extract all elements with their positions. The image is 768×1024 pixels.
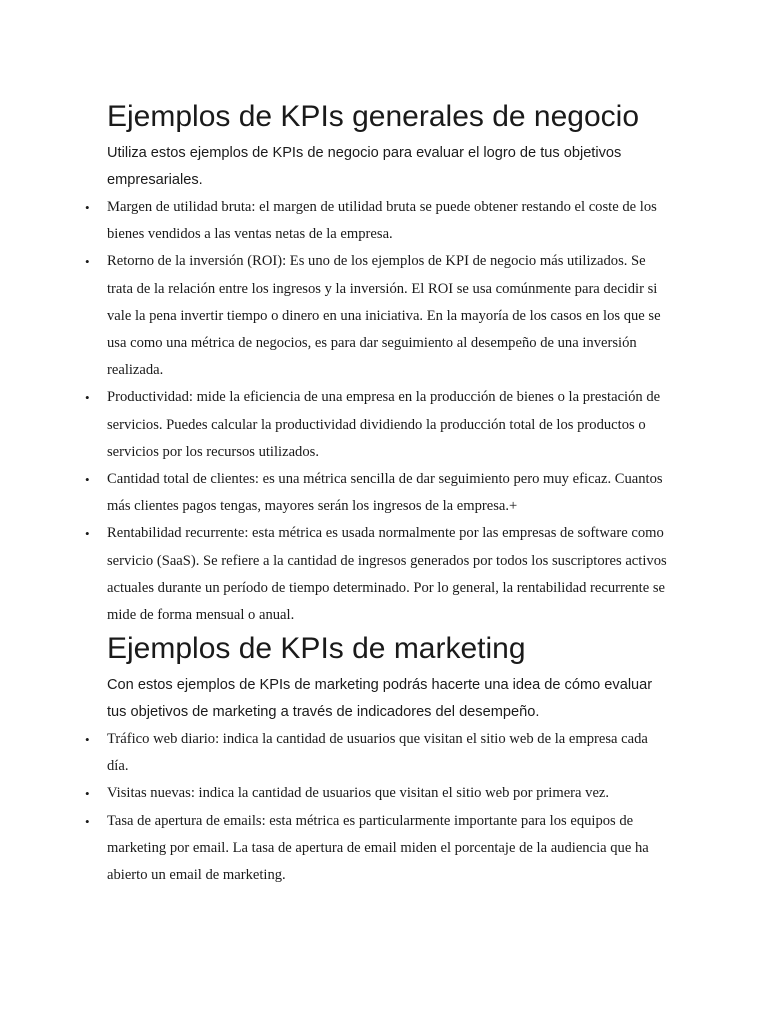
list-item [0,384,667,466]
list-item-text: Retorno de la inversión (ROI): Es uno de los ejemplos de KPI de negocio más utilizados. Se trata de la relación entre los ingresos y la inversión. El ROI se usa comúnmente para decidir si vale la pena invertir tiempo o dinero en una iniciativa. En la mayoría de los casos en los que se usa como una métrica de negocios, es para dar seguimiento al desempeño de una inversión realizada. [107,253,661,379]
bullet-icon: • [85,813,90,829]
list-item-text: Tasa de apertura de emails: esta métrica es particularmente importante para los equipos de marketing por email. La tasa de apertura de email miden el porcentaje de la audiencia que ha abierto un email de marketing. [107,812,649,884]
section-intro: Utiliza estos ejemplos de KPIs de negocio para evaluar el logro de tus objetivos empresariales. [107,145,622,188]
bullet-icon: • [85,786,90,802]
kpi-list [0,726,768,889]
bullet-icon: • [85,732,90,747]
section-heading: Ejemplos de KPIs de marketing [107,632,526,665]
list-item [0,520,667,629]
section-general-kpis [0,96,768,629]
list-item-text: Margen de utilidad bruta: el margen de utilidad bruta se puede obtener restando el coste de los bienes vendidos a las ventas netas de la empresa. [107,199,657,243]
list-item [0,780,667,807]
list-item [0,808,667,890]
kpi-list [0,194,768,629]
bullet-icon: • [85,200,90,215]
section-marketing-kpis [0,628,768,889]
section-heading: Ejemplos de KPIs generales de negocio [107,100,640,133]
list-item-text: Visitas nuevas: indica la cantidad de usuarios que visitan el sitio web por primera vez. [107,785,610,802]
list-item [0,194,667,248]
list-item-text: Rentabilidad recurrente: esta métrica es usada normalmente por las empresas de software como servicio (SaaS). Se refiere a la cantidad de ingresos generados por todos los suscriptores activos actuales durante un período de tiempo determinado. Por lo general, la rentabilidad recurrente se mide de forma mensual o anual. [107,525,667,624]
list-item-text: Cantidad total de clientes: es una métrica sencilla de dar seguimiento pero muy eficaz. Cuantos más clientes pagos tengas, mayores serán los ingresos de la empresa.+ [107,471,663,515]
bullet-icon: • [85,526,90,542]
bullet-icon: • [85,254,90,270]
list-item-text: Tráfico web diario: indica la cantidad de usuarios que visitan el sitio web de la empresa cada día. [107,731,648,775]
list-item [0,248,667,384]
list-item [0,466,667,520]
section-intro: Con estos ejemplos de KPIs de marketing podrás hacerte una idea de cómo evaluar tus objetivos de marketing a través de indicadores del desempeño. [107,677,653,720]
list-item-text: Productividad: mide la eficiencia de una empresa en la producción de bienes o la prestación de servicios. Puedes calcular la productividad dividiendo la producción total de los productos o servicios por los recursos utilizados. [107,389,661,460]
bullet-icon: • [85,390,90,406]
bullet-icon: • [85,472,90,488]
list-item [0,726,667,780]
